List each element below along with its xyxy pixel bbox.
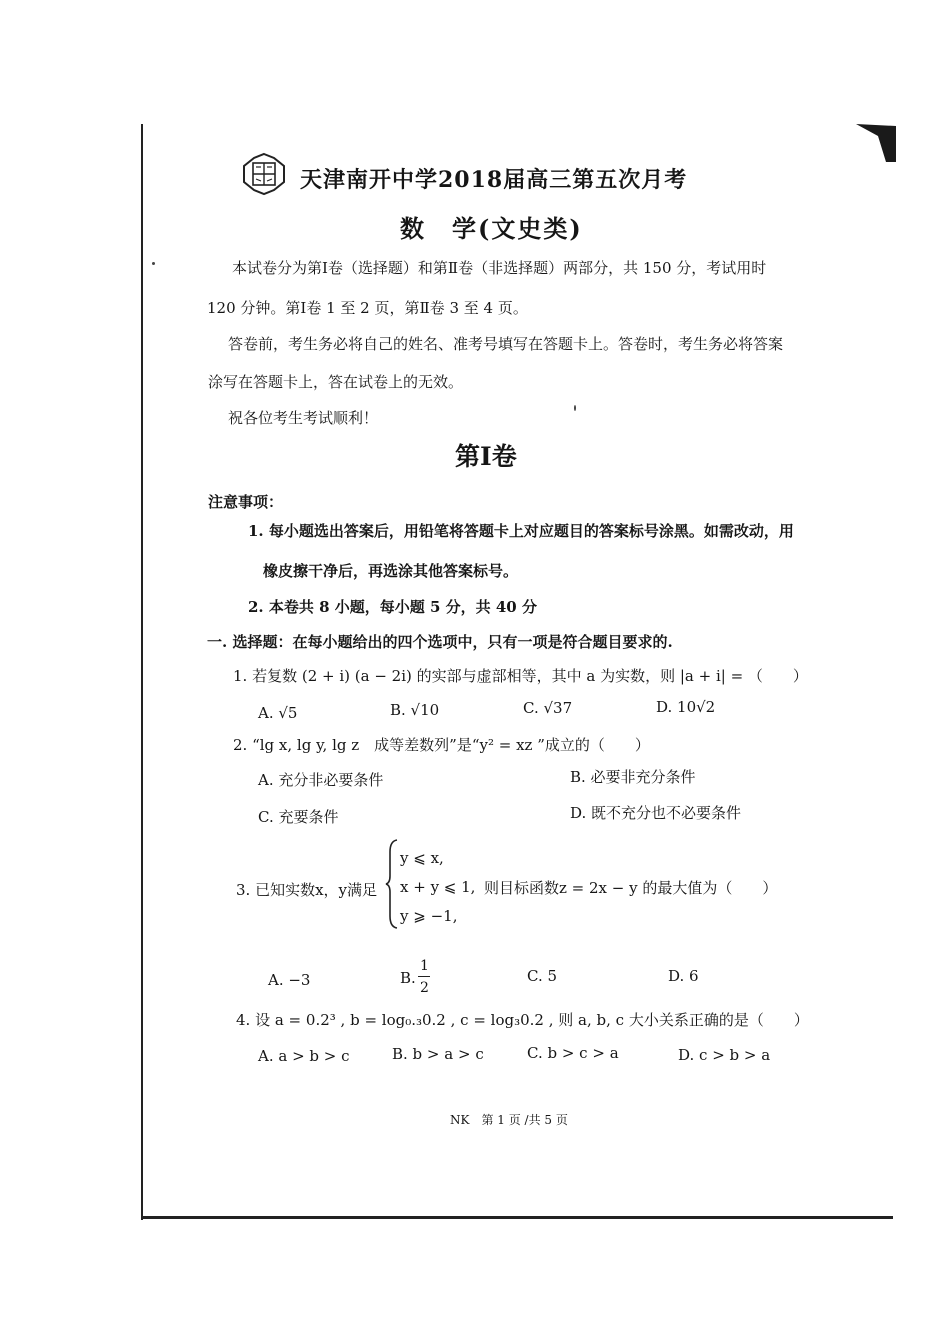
- nankai-seal-icon: [240, 152, 288, 196]
- question-1-option-d: D. 10√2: [656, 698, 716, 716]
- scan-speck: [152, 262, 155, 265]
- question-3-option-a: A. −3: [268, 971, 311, 989]
- part-heading: 一. 选择题：在每小题给出的四个选项中，只有一项是符合题目要求的.: [207, 633, 673, 651]
- question-4-option-d: D. c > b > a: [678, 1046, 771, 1064]
- question-3-constraint-3: y ⩾ −1,: [400, 907, 458, 925]
- question-4-option-a: A. a > b > c: [258, 1047, 350, 1065]
- question-1-option-b: B. √10: [390, 701, 440, 719]
- notes-heading: 注意事项：: [208, 493, 284, 511]
- question-3-option-b-denominator: 2: [420, 980, 429, 996]
- question-4-stem: 4. 设 a = 0.2³ , b = log₀.₃0.2 , c = log₃0.2 , 则 a, b, c 大小关系正确的是（ ）: [236, 1011, 809, 1029]
- left-brace-icon: [385, 838, 399, 930]
- question-3-option-b-numerator: 1: [420, 958, 429, 974]
- fraction-bar: [418, 976, 430, 977]
- note-1b: 橡皮擦干净后，再选涂其他答案标号。: [263, 562, 519, 580]
- question-4-option-b: B. b > a > c: [392, 1045, 484, 1063]
- question-1-option-a: A. √5: [258, 704, 298, 722]
- question-3-option-d: D. 6: [668, 967, 699, 985]
- question-1-option-c: C. √37: [523, 699, 573, 717]
- question-3-constraint-2: x + y ⩽ 1,: [400, 878, 476, 896]
- exam-subtitle: 数 学(文史类): [400, 214, 583, 243]
- page-footer: NK 第 1 页 /共 5 页: [450, 1113, 568, 1127]
- question-3-stem-prefix: 3. 已知实数x，y满足: [236, 881, 378, 899]
- scan-edge-left: [141, 124, 143, 1220]
- intro-line-4: 涂写在答题卡上，答在试卷上的无效。: [208, 373, 464, 391]
- intro-line-5: 祝各位考生考试顺利！: [228, 409, 379, 427]
- scan-speck: [574, 405, 576, 411]
- question-2-option-c: C. 充要条件: [258, 808, 339, 826]
- question-3-option-c: C. 5: [527, 967, 558, 985]
- note-2: 2. 本卷共 8 小题，每小题 5 分，共 40 分: [248, 598, 537, 616]
- question-1-stem: 1. 若复数 (2 + i) (a − 2i) 的实部与虚部相等，其中 a 为实数，则 |a + i| = （ ）: [233, 667, 808, 685]
- scan-corner-shadow: [856, 122, 896, 162]
- question-2-option-a: A. 充分非必要条件: [258, 771, 384, 789]
- question-2-option-b: B. 必要非充分条件: [570, 768, 696, 786]
- note-1a: 1. 每小题选出答案后，用铅笔将答题卡上对应题目的答案标号涂黑。如需改动，用: [248, 522, 794, 540]
- intro-line-3: 答卷前，考生务必将自己的姓名、准考号填写在答题卡上。答卷时，考生务必将答案: [228, 335, 784, 353]
- question-2-stem: 2. “lg x, lg y, lg z 成等差数列”是“y² = xz ”成立的（ ）: [233, 736, 650, 754]
- question-3-stem-suffix: 则目标函数z = 2x − y 的最大值为（ ）: [484, 879, 778, 897]
- question-2-option-d: D. 既不充分也不必要条件: [570, 804, 742, 822]
- question-3-constraint-1: y ⩽ x,: [400, 849, 444, 867]
- question-4-option-c: C. b > c > a: [527, 1044, 619, 1062]
- intro-line-2: 120 分钟。第Ⅰ卷 1 至 2 页，第Ⅱ卷 3 至 4 页。: [207, 299, 528, 317]
- exam-title: 天津南开中学2018届高三第五次月考: [300, 167, 688, 193]
- intro-line-1: 本试卷分为第Ⅰ卷（选择题）和第Ⅱ卷（非选择题）两部分，共 150 分，考试用时: [232, 259, 767, 277]
- scan-edge-bottom: [141, 1216, 893, 1219]
- question-3-option-b: B.: [400, 969, 416, 987]
- section-title: 第Ⅰ卷: [455, 442, 517, 471]
